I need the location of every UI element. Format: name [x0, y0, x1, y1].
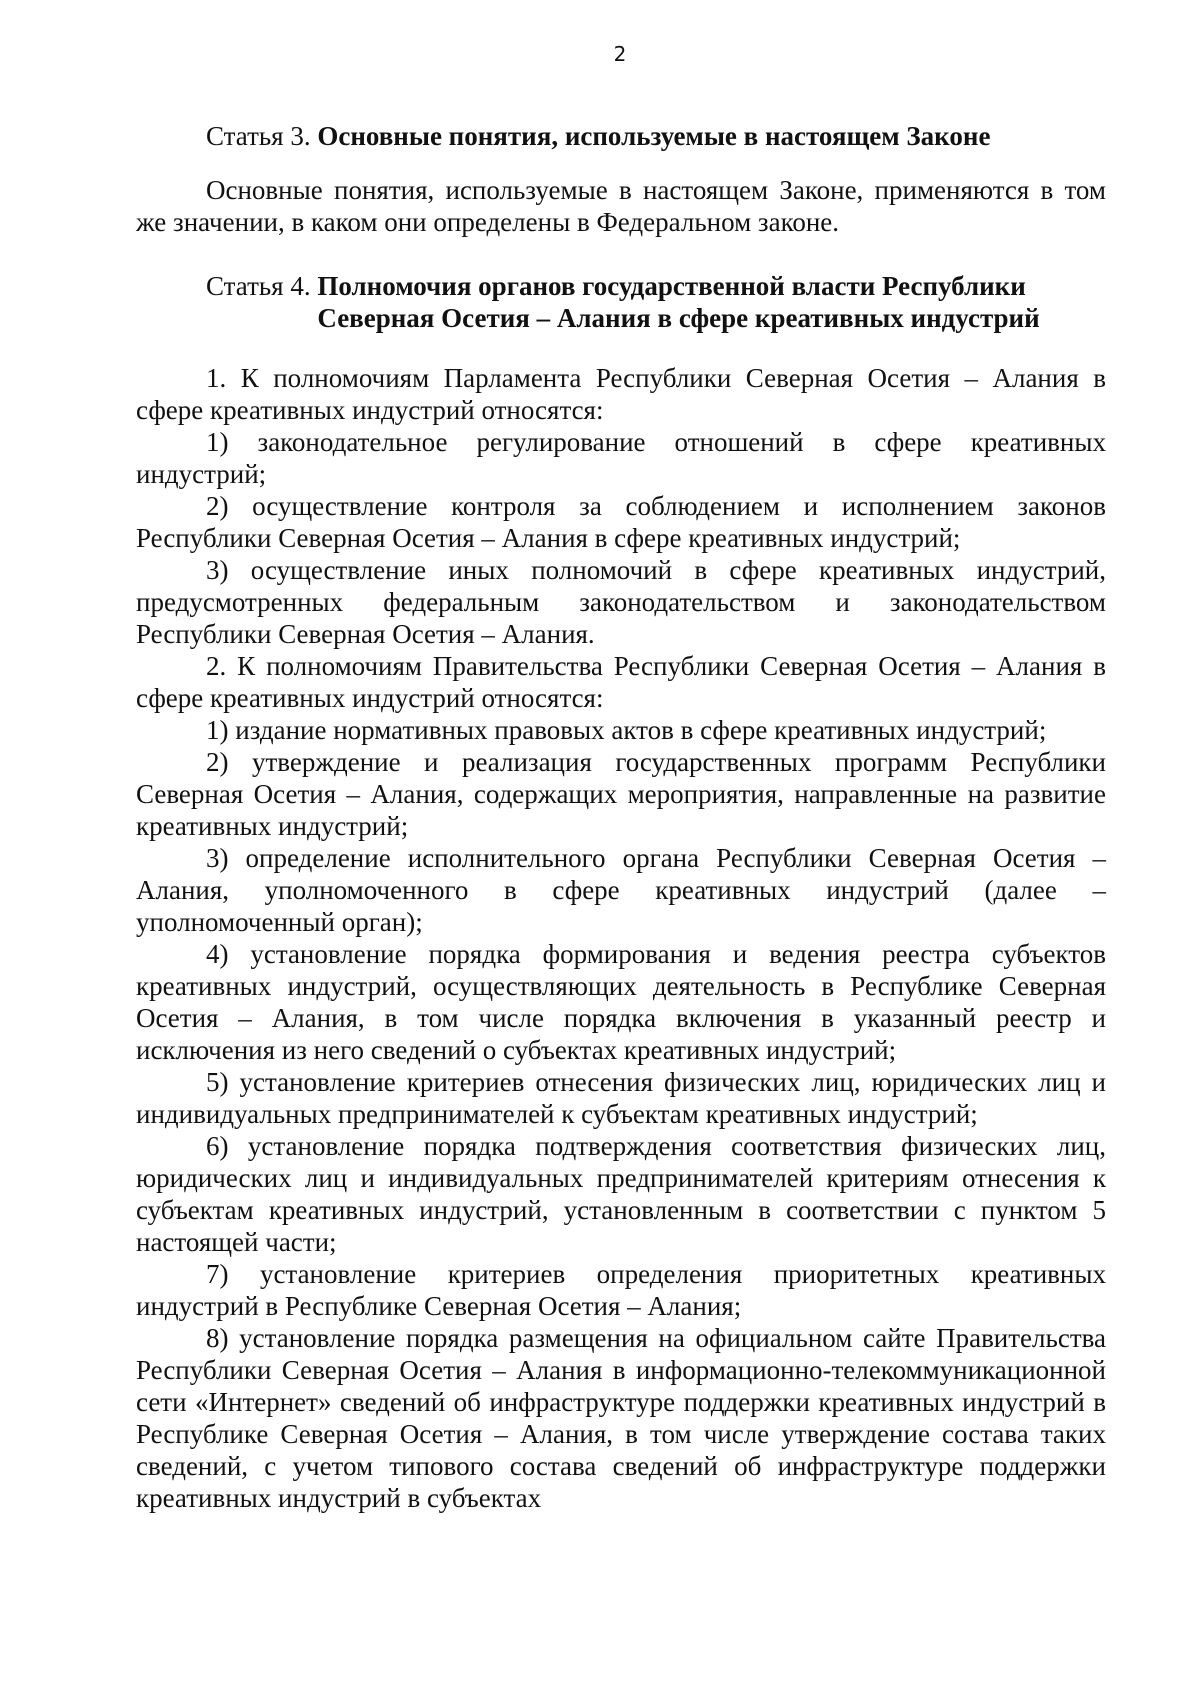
article-4-paragraph: 4) установление порядка формирования и ведения реестра субъектов креативных индустрий, осуществляющих деятельность в Республике Северная Осетия – Алания, в том числе порядка включения в указанный реестр и исключения из него сведений о субъектах креативных индустрий; [136, 939, 1106, 1065]
article-3-number: Статья 3. [206, 121, 318, 151]
article-4-paragraph: 3) определение исполнительного органа Республики Северная Осетия – Алания, уполномоченного в сфере креативных индустрий (далее – уполномоченный орган); [136, 843, 1106, 937]
article-4-title: Полномочия органов государственной власти Республики Северная Осетия – Алания в сфере креативных индустрий [317, 271, 1040, 333]
article-4-paragraph: 8) установление порядка размещения на официальном сайте Правительства Республики Северная Осетия – Алания в информационно-телекоммуникационной сети «Интернет» сведений об инфраструктуре поддержки креативных индустрий в Республике Северная Осетия – Алания, в том числе утверждение состава таких сведений, с учетом типового состава сведений об инфраструктуре поддержки креативных индустрий в субъектах [136, 1323, 1106, 1513]
article-3-title: Основные понятия, используемые в настоящем Законе [317, 121, 991, 151]
article-4-paragraph: 1) издание нормативных правовых актов в сфере креативных индустрий; [206, 715, 1047, 745]
article-4-heading [136, 270, 1106, 334]
article-4-paragraph: 5) установление критериев отнесения физических лиц, юридических лиц и индивидуальных предпринимателей к субъектам креативных индустрий; [136, 1067, 1106, 1129]
article-4-paragraph: 2) осуществление контроля за соблюдением и исполнением законов Республики Северная Осетия – Алания в сфере креативных индустрий; [136, 491, 1106, 553]
article-4-paragraph: 1. К полномочиям Парламента Республики Северная Осетия – Алания в сфере креативных индустрий относятся: [136, 363, 1106, 425]
article-4-paragraph: 2) утверждение и реализация государственных программ Республики Северная Осетия – Алания, содержащих мероприятия, направленные на развитие креативных индустрий; [136, 747, 1106, 841]
article-4-paragraph: 3) осуществление иных полномочий в сфере креативных индустрий, предусмотренных федеральным законодательством и законодательством Республики Северная Осетия – Алания. [136, 555, 1106, 649]
article-4-paragraph: 7) установление критериев определения приоритетных креативных индустрий в Республике Северная Осетия – Алания; [136, 1259, 1106, 1321]
article-4-paragraph: 1) законодательное регулирование отношений в сфере креативных индустрий; [136, 427, 1106, 489]
article-4-paragraph: 6) установление порядка подтверждения соответствия физических лиц, юридических лиц и индивидуальных предпринимателей критериям отнесения к субъектам креативных индустрий, установленным в соответствии с пунктом 5 настоящей части; [136, 1131, 1106, 1257]
article-4-number: Статья 4. [206, 271, 318, 301]
article-3-heading [136, 120, 1106, 152]
document-body [136, 120, 1106, 1514]
page-number: 2 [613, 42, 627, 66]
article-3-text: Основные понятия, используемые в настоящем Законе, применяются в том же значении, в каком они определены в Федеральном законе. [136, 175, 1106, 237]
article-4-paragraph: 2. К полномочиям Правительства Республики Северная Осетия – Алания в сфере креативных индустрий относятся: [136, 651, 1106, 713]
